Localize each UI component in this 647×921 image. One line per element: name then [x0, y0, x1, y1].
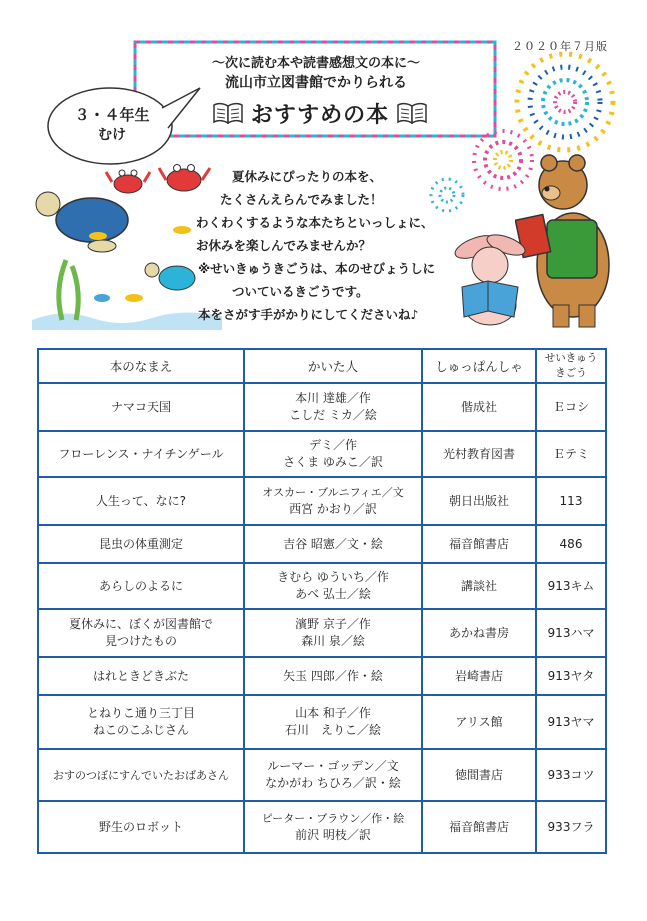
book-call-number: Ｅテミ	[536, 431, 606, 477]
book-title-line: はれときどきぶた	[92, 668, 189, 683]
book-call-number: 933コツ	[536, 749, 606, 801]
book-publisher: あかね書房	[422, 609, 536, 657]
book-title-line: 人生って、なに?	[95, 493, 187, 508]
book-call-number: 913ハマ	[536, 609, 606, 657]
book-author	[244, 801, 422, 853]
book-title-line: ナマコ天国	[110, 399, 171, 414]
table-row	[38, 801, 606, 853]
book-call-number: 913キム	[536, 563, 606, 609]
book-publisher: 偕成社	[422, 383, 536, 431]
book-call-number: Ｅコシ	[536, 383, 606, 431]
open-book-icon	[397, 102, 427, 124]
intro-line: わくわくするような本たちといっしょに、	[196, 215, 434, 230]
table-row	[38, 525, 606, 563]
book-call-number: 113	[536, 477, 606, 525]
book-publisher: 岩崎書店	[422, 657, 536, 695]
page-title: おすすめの本	[250, 102, 390, 128]
book-title	[38, 609, 244, 657]
title-row	[195, 96, 445, 130]
book-publisher: 福音館書店	[422, 801, 536, 853]
book-title-line: おすのつぼにすんでいたおばあさん	[53, 768, 229, 782]
book-publisher: 講談社	[422, 563, 536, 609]
book-call-number: 913ヤタ	[536, 657, 606, 695]
table-row	[38, 609, 606, 657]
author-line: オスカー・ブルニフィエ／文	[262, 486, 404, 499]
subtitle-line-1: ～次に読む本や読書感想文の本に～	[211, 56, 420, 71]
author-line: あべ 弘士／絵	[295, 587, 371, 601]
author-line: 石川 えりこ／絵	[284, 723, 381, 737]
author-line: 前沢 明枝／訳	[295, 828, 371, 842]
intro-line: 本をさがす手がかりにしてくださいね♪	[198, 307, 419, 322]
table-row	[38, 477, 606, 525]
header-call-line-1: せいきゅう	[544, 352, 598, 364]
book-author	[244, 695, 422, 749]
intro-line: お休みを楽しんでみませんか？	[196, 238, 372, 253]
author-line: ピーター・ブラウン／作・絵	[261, 812, 405, 825]
open-book-icon	[213, 102, 243, 124]
book-title	[38, 383, 244, 431]
book-author	[244, 477, 422, 525]
book-list-table	[37, 348, 607, 854]
book-title-line: ねこのこふじさん	[92, 723, 189, 737]
author-line: きむら ゆういち／作	[277, 570, 389, 584]
header-call-line-2: きごう	[555, 367, 587, 379]
author-line: 本川 達雄／作	[295, 391, 371, 405]
bear-reading-illustration	[515, 145, 615, 330]
book-publisher: 徳間書店	[422, 749, 536, 801]
book-title-line: とねりこ通り三丁目	[86, 706, 195, 720]
grade-label: ３・４年生	[74, 106, 150, 124]
author-line: 矢玉 四郎／作・絵	[283, 668, 383, 683]
book-title	[38, 695, 244, 749]
author-line: デミ／作	[308, 438, 357, 452]
author-line: さくま ゆみこ／訳	[283, 455, 383, 469]
intro-line: 夏休みにぴったりの本を、	[232, 169, 383, 184]
book-title-line: 見つけたもの	[104, 634, 177, 648]
book-title-line: 夏休みに、ぼくが図書館で	[68, 617, 213, 631]
book-title-line: あらしのよるに	[98, 578, 183, 593]
issue-date: ２０２０年７月版	[512, 40, 608, 53]
table-row	[38, 431, 606, 477]
table-row	[38, 657, 606, 695]
author-line: 西宮 かおり／訳	[289, 502, 377, 516]
book-author	[244, 525, 422, 563]
header-publisher: しゅっぱんしゃ	[422, 349, 536, 383]
author-line: 濱野 京子／作	[295, 617, 371, 631]
book-author	[244, 383, 422, 431]
book-call-number: 933フラ	[536, 801, 606, 853]
table-header-row	[38, 349, 606, 383]
book-title	[38, 477, 244, 525]
book-call-number: 486	[536, 525, 606, 563]
book-title-line: フローレンス・ナイチンゲール	[58, 446, 224, 461]
header-title: 本のなまえ	[38, 349, 244, 383]
book-title	[38, 431, 244, 477]
book-title	[38, 801, 244, 853]
book-publisher: 光村教育図書	[422, 431, 536, 477]
book-title-line: 野生のロボット	[98, 819, 183, 834]
book-author	[244, 657, 422, 695]
book-title	[38, 657, 244, 695]
table-row	[38, 383, 606, 431]
author-line: こしだ ミカ／絵	[289, 408, 377, 422]
intro-line: たくさんえらんでみました！	[220, 192, 383, 207]
book-author	[244, 749, 422, 801]
header-author: かいた人	[244, 349, 422, 383]
subtitle-line-2: 流山市立図書館でかりられる	[225, 75, 407, 91]
header-call-number	[536, 349, 606, 383]
book-title	[38, 525, 244, 563]
author-line: 山本 和子／作	[295, 706, 371, 720]
book-call-number: 913ヤマ	[536, 695, 606, 749]
book-publisher: 朝日出版社	[422, 477, 536, 525]
intro-message	[192, 165, 460, 326]
intro-line: ついているきごうです。	[232, 284, 369, 299]
rabbit-reading-illustration	[448, 225, 530, 330]
table-row	[38, 695, 606, 749]
book-title	[38, 563, 244, 609]
author-line: 吉谷 昭憲／文・絵	[283, 536, 383, 551]
author-line: なかがわ ちひろ／訳・絵	[265, 776, 401, 790]
book-publisher: アリス館	[422, 695, 536, 749]
book-author	[244, 563, 422, 609]
author-line: ルーマー・ゴッデン／文	[267, 759, 399, 773]
table-row	[38, 749, 606, 801]
table-row	[38, 563, 606, 609]
author-line: 森川 泉／絵	[301, 634, 365, 648]
intro-line: ※せいきゅうきごうは、本のせびょうしに	[198, 261, 436, 276]
book-title-line: 昆虫の体重測定	[98, 536, 183, 551]
grade-label-suffix: むけ	[98, 127, 126, 143]
book-author	[244, 431, 422, 477]
book-title	[38, 749, 244, 801]
book-author	[244, 609, 422, 657]
book-publisher: 福音館書店	[422, 525, 536, 563]
